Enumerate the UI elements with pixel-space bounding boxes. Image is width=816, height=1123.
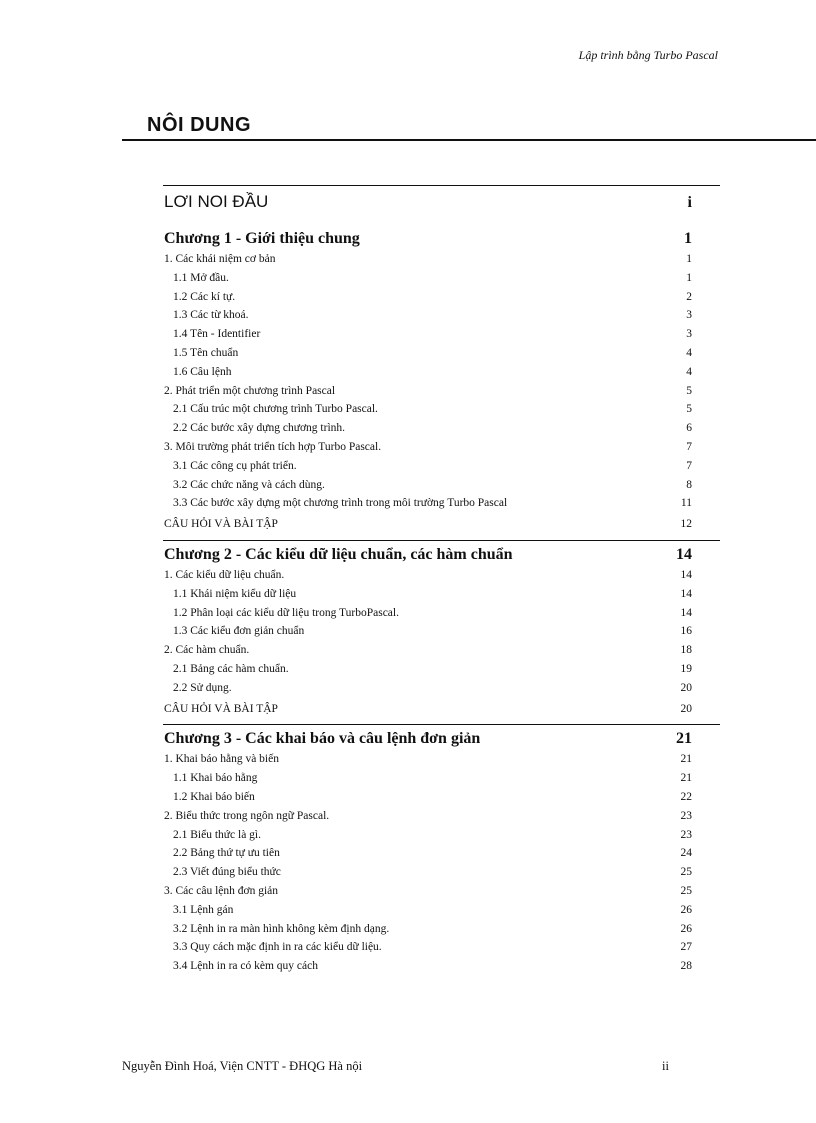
toc-entry-page: 26	[680, 922, 692, 935]
toc-entry-page: 24	[680, 847, 692, 860]
toc-entry-text: 1.2 Các kí tự.	[173, 290, 236, 303]
toc-entry[interactable]	[163, 938, 720, 957]
toc-entry-page: 25	[680, 884, 692, 897]
toc-entry[interactable]	[163, 476, 720, 495]
toc-entry-text: 1. Các khái niệm cơ bản	[164, 253, 276, 265]
toc-entry[interactable]	[163, 400, 720, 419]
toc-entry[interactable]	[163, 844, 720, 863]
toc-entry[interactable]	[163, 269, 720, 288]
toc-entry-text: 2. Các hàm chuẩn.	[164, 644, 250, 657]
toc-entry-text: 1. Các kiểu dữ liệu chuẩn.	[164, 568, 285, 581]
toc-entry-text: 1.3 Các từ khoá.	[173, 309, 249, 322]
section-spacer	[163, 976, 720, 980]
exercises-entry[interactable]	[163, 700, 720, 719]
toc-entry[interactable]	[163, 660, 720, 679]
preface-row[interactable]	[163, 186, 720, 220]
toc-entry-page: 26	[680, 903, 692, 916]
toc-entry-text: 1.1 Khái niệm kiểu dữ liệu	[173, 587, 297, 600]
section-spacer	[163, 534, 720, 538]
toc-entry-page: 6	[686, 422, 692, 435]
toc-entry-text: 2.1 Bảng các hàm chuẩn.	[173, 662, 289, 675]
section-spacer	[163, 718, 720, 722]
chapter-title: Chương 1 - Giới thiệu chung	[164, 230, 360, 247]
toc-entry-page: 3	[686, 328, 692, 341]
toc-entry[interactable]	[163, 566, 720, 585]
toc-entry-page: 1	[686, 253, 692, 265]
chapter-section	[163, 724, 720, 980]
toc-entry-text: 1.2 Phân loại các kiểu dữ liệu trong TurboPascal.	[173, 606, 399, 619]
toc-entry-page: 7	[686, 440, 692, 453]
toc-entry-text: 3.2 Lệnh in ra màn hình không kèm định dạng.	[173, 922, 390, 935]
toc-entry[interactable]	[163, 882, 720, 901]
preface-section	[163, 185, 720, 220]
toc-entry-text: 2.2 Bảng thứ tự ưu tiên	[173, 847, 280, 860]
toc-entry-page: 16	[680, 625, 692, 638]
toc-entry[interactable]	[163, 641, 720, 660]
toc-entry[interactable]	[163, 585, 720, 604]
chapter-page: 1	[684, 230, 692, 247]
toc-entry-page: 28	[680, 960, 692, 973]
chapter-page: 14	[676, 545, 692, 563]
toc-entry-page: 23	[680, 828, 692, 841]
toc-entry-text: 1.5 Tên chuẩn	[173, 346, 239, 359]
toc-entry[interactable]	[163, 807, 720, 826]
toc-entry-page: 18	[680, 644, 692, 657]
toc-entry[interactable]	[163, 788, 720, 807]
toc-entry[interactable]	[163, 438, 720, 457]
toc-entry-page: 25	[680, 866, 692, 879]
toc-entry-text: 2.1 Cấu trúc một chương trình Turbo Pascal.	[173, 403, 378, 416]
chapter-title: Chương 3 - Các khai báo và câu lệnh đơn giản	[164, 730, 481, 748]
toc-entry-text: 3. Môi trường phát triển tích hợp Turbo Pascal.	[164, 440, 382, 453]
toc-entry-text: 3.4 Lệnh in ra có kèm quy cách	[173, 960, 318, 973]
toc-entry[interactable]	[163, 769, 720, 788]
toc-entry-page: 4	[686, 346, 692, 359]
toc-entry[interactable]	[163, 863, 720, 882]
toc-entry-text: 2.2 Sử dụng.	[173, 681, 232, 694]
table-of-contents	[163, 185, 720, 980]
exercises-entry[interactable]	[163, 515, 720, 534]
footer-author: Nguyễn Đình Hoá, Viện CNTT - ĐHQG Hà nội	[122, 1059, 363, 1073]
toc-entry[interactable]	[163, 419, 720, 438]
footer-page-number: ii	[662, 1059, 669, 1073]
toc-entry-page: 11	[680, 497, 692, 510]
toc-entry-page: 20	[680, 702, 692, 715]
toc-entry-text: 2. Biểu thức trong ngôn ngữ Pascal.	[164, 809, 330, 822]
toc-entry-text: 1.3 Các kiểu đơn giản chuẩn	[173, 625, 305, 638]
toc-entry[interactable]	[163, 344, 720, 363]
toc-entry-text: 2.2 Các bước xây dựng chương trình.	[173, 422, 346, 435]
toc-entry-page: 5	[686, 384, 692, 397]
chapter-heading[interactable]	[163, 728, 720, 750]
toc-entry[interactable]	[163, 382, 720, 401]
toc-entry[interactable]	[163, 750, 720, 769]
running-header-title: Lập trình bằng Turbo Pascal	[578, 48, 718, 62]
toc-entry-page: 7	[686, 459, 692, 472]
chapter-heading[interactable]	[163, 228, 720, 250]
toc-entry-page: 19	[680, 662, 692, 675]
toc-entry[interactable]	[163, 826, 720, 845]
chapter-page: 21	[676, 730, 692, 748]
toc-entry-page: 27	[680, 941, 692, 954]
chapter-section	[163, 228, 720, 538]
toc-entry-text: 3.3 Quy cách mặc định in ra các kiểu dữ liệu.	[173, 941, 382, 954]
page-title: NÔI DUNG	[147, 114, 251, 136]
toc-entry-page: 3	[686, 309, 692, 322]
chapters-list	[163, 228, 720, 980]
toc-entry[interactable]	[163, 622, 720, 641]
preface-page: i	[687, 194, 692, 211]
toc-entry-text: 2.3 Viết đúng biểu thức	[173, 866, 281, 879]
toc-entry-text: 1.2 Khai báo biến	[173, 790, 255, 803]
toc-entry-page: 1	[686, 271, 692, 284]
chapter-heading[interactable]	[163, 544, 720, 566]
toc-entry-page: 5	[686, 403, 692, 416]
toc-entry-page: 22	[680, 790, 692, 803]
toc-entry-text: 3.1 Lệnh gán	[173, 903, 234, 916]
heading-divider	[122, 139, 816, 141]
toc-entry[interactable]	[163, 679, 720, 698]
toc-entry[interactable]	[163, 957, 720, 976]
toc-entry-text: CÂU HỎI VÀ BÀI TẬP	[164, 702, 278, 715]
toc-entry-page: 14	[680, 587, 692, 600]
toc-entry-text: 1.6 Câu lệnh	[173, 365, 232, 378]
toc-entry[interactable]	[163, 288, 720, 307]
toc-entry-text: 1.1 Mở đầu.	[173, 271, 229, 284]
toc-entry[interactable]	[163, 250, 720, 269]
toc-entry-text: 3.3 Các bước xây dựng một chương trình trong môi trường Turbo Pascal	[173, 497, 508, 510]
toc-entry[interactable]	[163, 363, 720, 382]
toc-entry-page: 21	[680, 753, 692, 766]
toc-entry-page: 21	[680, 772, 692, 785]
toc-entry-page: 12	[680, 518, 692, 531]
toc-entry-text: 1. Khai báo hằng và biến	[164, 753, 279, 766]
toc-entry-page: 2	[686, 290, 692, 303]
chapter-section	[163, 540, 720, 722]
toc-entry[interactable]	[163, 901, 720, 920]
toc-entry[interactable]	[163, 325, 720, 344]
toc-entry-page: 8	[686, 478, 692, 491]
toc-entry-page: 14	[680, 606, 692, 619]
toc-entry[interactable]	[163, 457, 720, 476]
toc-entry-text: 3. Các câu lệnh đơn giản	[164, 884, 279, 897]
toc-entry-text: CÂU HỎI VÀ BÀI TẬP	[164, 518, 278, 531]
toc-entry-text: 2. Phát triển một chương trình Pascal	[164, 384, 336, 397]
toc-entry-page: 20	[680, 681, 692, 694]
toc-entry-text: 1.4 Tên - Identifier	[173, 328, 261, 341]
toc-entry-text: 2.1 Biểu thức là gì.	[173, 828, 261, 841]
toc-entry-text: 3.2 Các chức năng và cách dùng.	[173, 478, 325, 491]
toc-entry-text: 3.1 Các công cụ phát triển.	[173, 459, 297, 472]
toc-entry-text: 1.1 Khai báo hằng	[173, 772, 258, 785]
toc-entry-page: 23	[680, 809, 692, 822]
toc-entry-page: 14	[680, 568, 692, 581]
toc-entry[interactable]	[163, 494, 720, 513]
toc-entry-page: 4	[686, 365, 692, 378]
chapter-title: Chương 2 - Các kiểu dữ liệu chuẩn, các hàm chuẩn	[164, 545, 513, 563]
toc-entry[interactable]	[163, 920, 720, 939]
toc-entry[interactable]	[163, 604, 720, 623]
preface-title: LƠI NOI ĐẦU	[164, 192, 269, 211]
toc-entry[interactable]	[163, 306, 720, 325]
